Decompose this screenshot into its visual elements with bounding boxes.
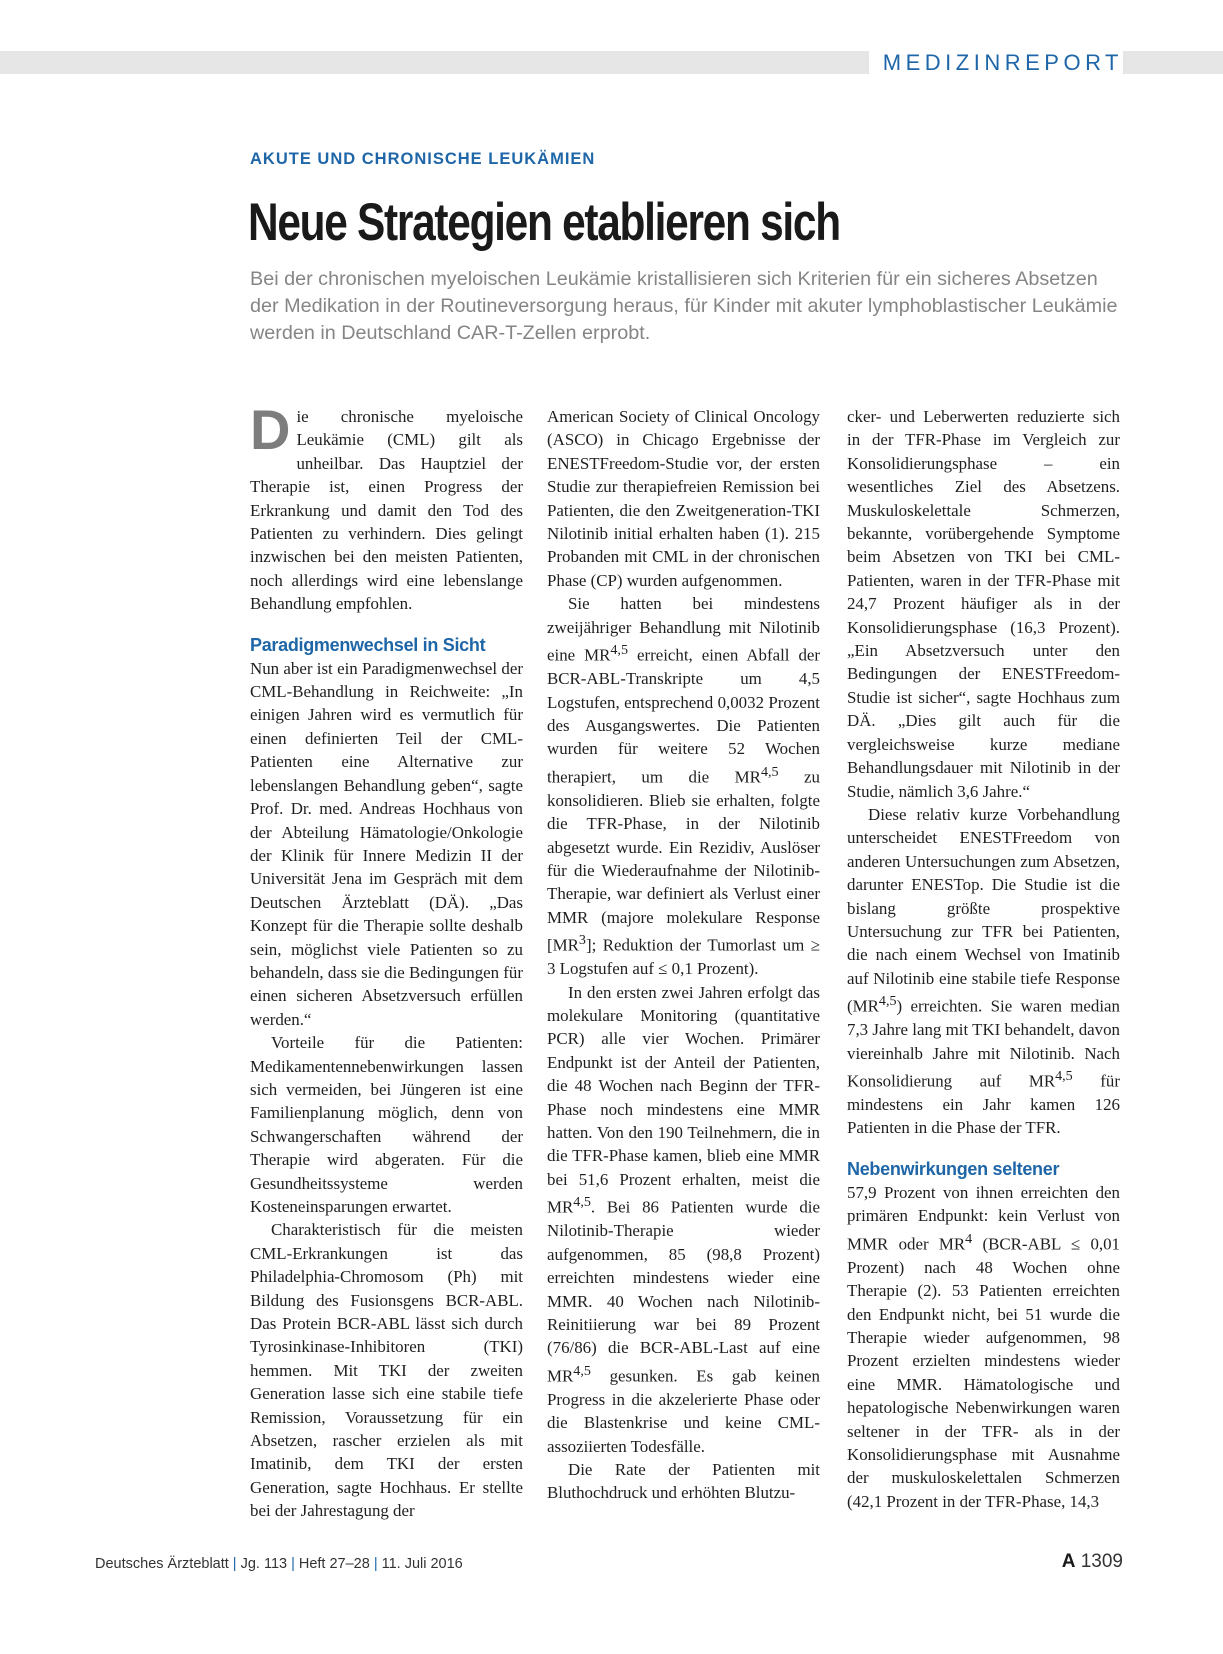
journal-name: Deutsches Ärzteblatt <box>95 1556 229 1572</box>
page-number <box>1062 1551 1123 1573</box>
paragraph: Nun aber ist ein Paradigmenwechsel der CML-Behandlung in Reichweite: „In einigen Jahren wird es vermutlich für einen definierten Teil der CML-Patienten eine Alternative zur lebenslangen Behandlung geben“, sagte Prof. Dr. med. Andreas Hochhaus von der Abteilung Hämatologie/Onkologie der Klinik für Innere Medizin II der Universität Jena im Gespräch mit dem Deutschen Ärzteblatt (DÄ). „Das Konzept für die Therapie sollte deshalb sein, möglichst viele Patienten so zu behandeln, dass sie die Bedingungen für einen sicheren Absetzversuch erfüllen werden.“ <box>250 658 523 1029</box>
page-number-value: 1309 <box>1080 1551 1123 1572</box>
paragraph: American Society of Clinical Oncology (ASCO) in Chicago Ergebnisse der ENESTFreedom-Studie vor, der ersten Studie zur therapiefreien Remission bei Patienten, die den Zweitgeneration-TKI Nilotinib initial erhalten haben (1). 215 Probanden mit CML in der chronischen Phase (CP) wurden aufgenommen. <box>547 407 820 590</box>
page-prefix: A <box>1061 1551 1076 1572</box>
text-column-3 <box>847 405 1120 1513</box>
paragraph: cker- und Leberwerten reduzierte sich in der TFR-Phase im Vergleich zur Konsolidierungsphase – ein wesentliches Ziel des Absetzens. Muskuloskelettale Schmerzen, bekannte, vorübergehende Symptome beim Absetzen von TKI bei CML-Patienten, waren in der TFR-Phase mit 24,7 Prozent häufiger als in der Konsolidierungsphase (16,3 Prozent). „Ein Absetzversuch unter den Bedingungen der ENESTFreedom-Studie ist sicher“, sagte Hochhaus zum DÄ. „Dies gilt auch für die vergleichsweise kurze mediane Behandlungsdauer mit Nilotinib in der Studie, nämlich 3,6 Jahre.“ <box>847 407 1120 801</box>
text-column-2 <box>547 405 820 1505</box>
subheading-nebenwirkungen: Nebenwirkungen seltener <box>847 1158 1060 1179</box>
divider: | <box>291 1556 295 1572</box>
volume: Jg. 113 <box>240 1556 288 1572</box>
paragraph: Vorteile für die Patienten: Medikamentennebenwirkungen lassen sich vermeiden, bei Jüngeren ist eine Familienplanung möglich, denn von Schwangerschaften während der Therapie wird abgeraten. Für die Gesundheitssysteme werden Kosteneinsparungen erwartet. <box>250 1033 523 1216</box>
footer-citation <box>95 1556 463 1572</box>
paragraph: Diese relativ kurze Vorbehandlung unterscheidet ENESTFreedom von anderen Untersuchungen zum Absetzen, darunter ENESTop. Die Studie ist die bislang größte prospektive Untersuchung zur TFR bei Patienten, die nach einem Wechsel von Imatinib auf Nilotinib eine stabile tiefe Response (MR$^{4,5}$) erreichten. Sie waren median 7,3 Jahre lang mit TKI behandelt, davon viereinhalb Jahre mit Nilotinib. Nach Konsolidierung auf MR$^{4,5}$ für mindestens ein Jahr kamen 126 Patienten in die Phase der TFR. <box>847 804 1120 1138</box>
date: 11. Juli 2016 <box>381 1556 463 1572</box>
text-column-1 <box>250 398 523 1523</box>
subheading-paradigmenwechsel: Paradigmenwechsel in Sicht <box>250 634 486 655</box>
section-label: MEDIZINREPORT <box>869 47 1123 78</box>
divider: | <box>373 1556 378 1572</box>
issue: Heft 27–28 <box>298 1556 370 1572</box>
paragraph: Charakteristisch für die meisten CML-Erkrankungen ist das Philadelphia-Chromosom (Ph) mit Bildung des Fusionsgens BCR-ABL. Das Protein BCR-ABL lässt sich durch Tyrosinkinase-Inhibitoren (TKI) hemmen. Mit TKI der zweiten Generation lasse sich eine stabile tiefe Remission, Voraussetzung für ein Absetzen, rascher erzielen als mit Imatinib, dem TKI der ersten Generation, sagte Hochhaus. Er stellte bei der Jahrestagung der <box>250 1220 523 1521</box>
article-kicker: AKUTE UND CHRONISCHE LEUKÄMIEN <box>250 150 596 168</box>
paragraph: In den ersten zwei Jahren erfolgt das molekulare Monitoring (quantitative PCR) alle vier Wochen. Primärer Endpunkt ist der Anteil der Patienten, die 48 Wochen nach Beginn der TFR-Phase noch mindestens eine MMR hatten. Von den 190 Teilnehmern, die in die TFR-Phase kamen, blieb eine MMR bei 51,6 Prozent erhalten, meist die MR$^{4,5}$. Bei 86 Patienten wurde die Nilotinib-Therapie wieder aufgenommen, 85 (98,8 Prozent) erreichten mindestens wieder eine MMR. 40 Wochen nach Nilotinib-Reinitiierung war bei 89 Prozent (76/86) die BCR-ABL-Last auf eine MR$^{4,5}$ gesunken. Es gab keinen Progress in die akzelerierte Phase oder die Blastenkrise und keine CML-assoziierten Todesfälle. <box>547 982 820 1456</box>
paragraph: Die chronische myeloische Leukämie (CML) gilt als unheilbar. Das Hauptziel der Therapie ist, einen Progress der Erkrankung und damit den Tod des Patienten zu verhindern. Dies gelingt inzwischen bei den meisten Patienten, noch allerdings wird eine lebenslange Behandlung empfohlen. <box>250 398 523 614</box>
article-lead: Bei der chronischen myeloischen Leukämie kristallisieren sich Kriterien für ein sicheres Absetzen der Medikation in der Routineversorgung heraus, für Kinder mit akuter lymphoblastischer Leukämie werden in Deutschland CAR-T-Zellen erprobt. <box>250 268 1118 344</box>
article-title: Neue Strategien etablieren sich <box>248 193 840 252</box>
divider: | <box>232 1556 237 1572</box>
paragraph: 57,9 Prozent von ihnen erreichten den primären Endpunkt: kein Verlust von MMR oder $MR^4$ (BCR-ABL ≤ 0,01 Prozent) nach 48 Wochen ohne Therapie (2). 53 Patienten erreichten den Endpunkt nicht, bei 51 wurde die Therapie wieder aufgenommen, 98 Prozent erzielten mindestens wieder eine MMR. Hämatologische und hepatologische Nebenwirkungen waren seltener in der TFR- als in der Konsolidierungsphase mit Ausnahme der muskuloskelettalen Schmerzen (42,1 Prozent in der TFR-Phase, 14,3 <box>847 1182 1121 1511</box>
paragraph: Die Rate der Patienten mit Bluthochdruck und erhöhten Blutzu- <box>547 1460 820 1503</box>
drop-cap: D <box>250 398 291 461</box>
paragraph: Sie hatten bei mindestens zweijähriger Behandlung mit Nilotinib eine MR$^{4,5}$ erreicht, einen Abfall der BCR-ABL-Transkripte um 4,5 Logstufen, entsprechend 0,0032 Prozent des Ausgangswertes. Die Patienten wurden für weitere 52 Wochen therapiert, um die MR$^{4,5}$ zu konsolidieren. Blieb sie erhalten, folgte die TFR-Phase, in der Nilotinib abgesetzt wurde. Ein Rezidiv, Auslöser für die Wiederaufnahme der Nilotinib-Therapie, war definiert als Verlust einer MMR (majore molekulare Response $[MR^3]$; Reduktion der Tumorlast um ≥ 3 Logstufen auf ≤ 0,1 Prozent). <box>547 594 821 979</box>
